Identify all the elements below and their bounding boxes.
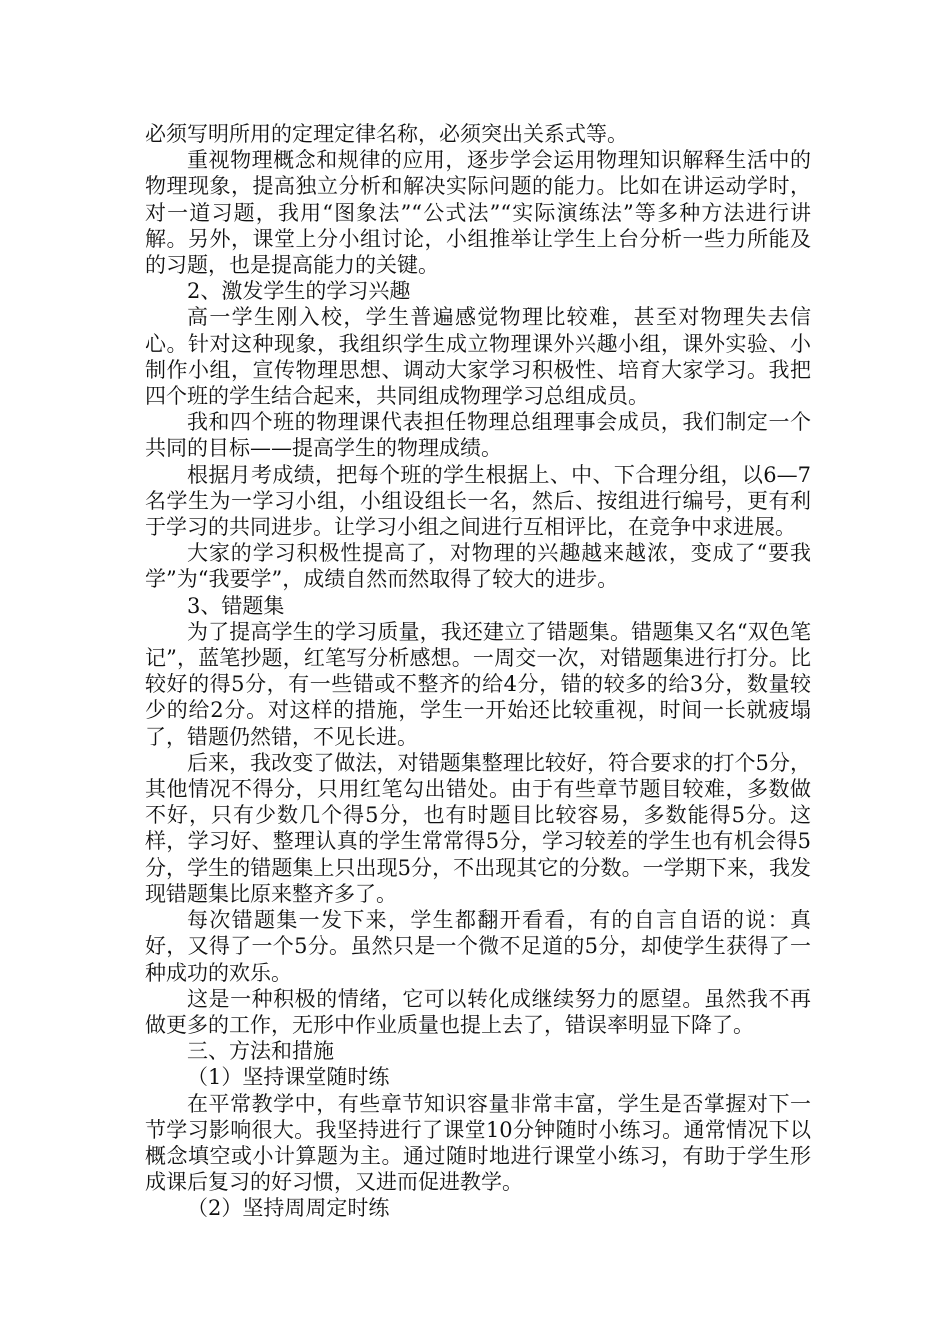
section-heading: 3、错题集 (187, 593, 285, 618)
paragraph: 在平常教学中，有些章节知识容量非常丰富，学生是否掌握对下一节学习影响很大。我坚持进行了课堂10分钟随时小练习。通常情况下以概念填空或小计算题为主。通过随时地进行课堂小练习，有助于学生形成课后复习的好习惯，又进而促进教学。 (145, 1091, 811, 1195)
paragraph: 必须写明所用的定理定律名称，必须突出关系式等。 (145, 122, 628, 146)
paragraph: 大家的学习积极性提高了，对物理的兴趣越来越浓，变成了“要我学”为“我要学”，成绩自然而然取得了较大的进步。 (145, 541, 811, 592)
paragraph: 每次错题集一发下来，学生都翻开看看，有的自言自语的说：真好，又得了一个5分。虽然只是一个微不足道的5分，却使学生获得了一种成功的欢乐。 (145, 908, 811, 985)
paragraph: 后来，我改变了做法，对错题集整理比较好，符合要求的打个5分，其他情况不得分，只用红笔勾出错处。由于有些章节题目较难，多数做不好，只有少数几个得5分，也有时题目比较容易，多数能得5分。这样，学习好、整理认真的学生常常得5分，学习较差的学生也有机会得5分，学生的错题集上只出现5分，不出现其它的分数。一学期下来，我发现错题集比原来整齐多了。 (145, 750, 811, 906)
section-heading: 2、激发学生的学习兴趣 (187, 279, 411, 304)
section-heading: 三、方法和措施 (187, 1039, 334, 1064)
document-body (145, 121, 811, 1222)
subsection-heading: （1）坚持课堂随时练 (187, 1065, 390, 1090)
paragraph: 为了提高学生的学习质量，我还建立了错题集。错题集又名“双色笔记”，蓝笔抄题，红笔写分析感想。一周交一次，对错题集进行打分。比较好的得5分，有一些错或不整齐的给4分，错的较多的给3分，数量较少的给2分。对这样的措施，学生一开始还比较重视，时间一长就疲塌了，错题仍然错，不见长进。 (145, 619, 811, 749)
paragraph: 重视物理概念和规律的应用，逐步学会运用物理知识解释生活中的物理现象，提高独立分析和解决实际问题的能力。比如在讲运动学时，对一道习题，我用“图象法”“公式法”“实际演练法”等多种方法进行讲解。另外，课堂上分小组讨论，小组推举让学生上台分析一些力所能及的习题，也是提高能力的关键。 (145, 148, 811, 278)
paragraph: 根据月考成绩，把每个班的学生根据上、中、下合理分组，以6—7名学生为一学习小组，小组设组长一名，然后、按组进行编号，更有利于学习的共同进步。让学习小组之间进行互相评比，在竞争中求进展。 (145, 462, 811, 540)
paragraph: 我和四个班的物理课代表担任物理总组理事会成员，我们制定一个共同的目标——提高学生的物理成绩。 (145, 410, 811, 461)
subsection-heading: （2）坚持周周定时练 (187, 1196, 390, 1221)
paragraph: 高一学生刚入校，学生普遍感觉物理比较难，甚至对物理失去信心。针对这种现象，我组织学生成立物理课外兴趣小组，课外实验、小制作小组，宣传物理思想、调动大家学习积极性、培育大家学习。我把四个班的学生结合起来，共同组成物理学习总组成员。 (145, 305, 811, 409)
paragraph: 这是一种积极的情绪，它可以转化成继续努力的愿望。虽然我不再做更多的工作，无形中作业质量也提上去了，错误率明显下降了。 (145, 986, 811, 1037)
